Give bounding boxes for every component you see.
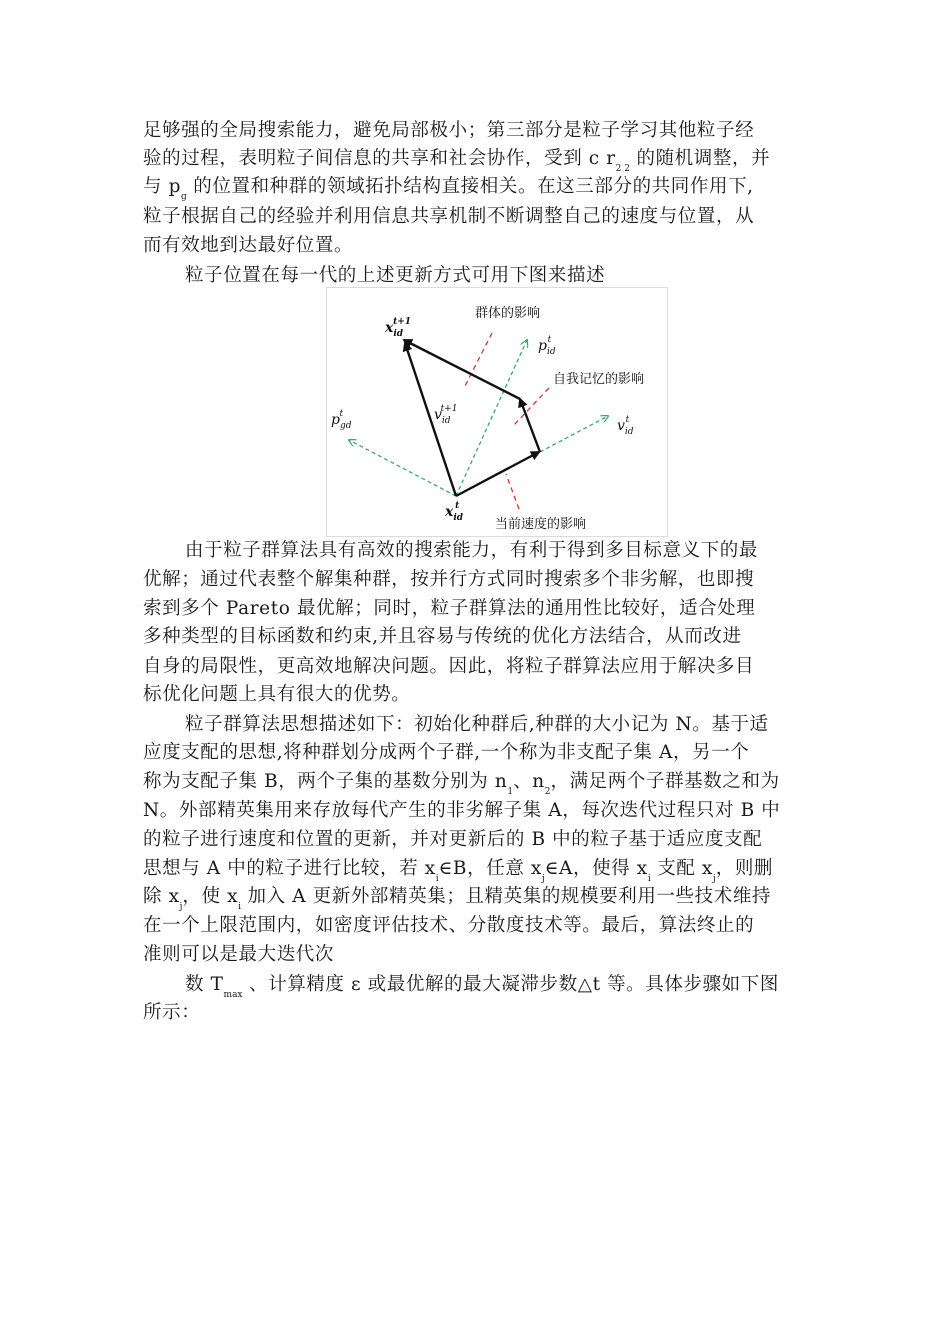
text-line: N。外部精英集用来存放每代产生的非劣解子集 A，每次迭代过程只对 B 中 bbox=[143, 800, 781, 821]
text-line: 在一个上限范围内，如密度评估技术、分散度技术等。最后，算法终止的 bbox=[143, 915, 755, 936]
text-line: 数 $T_{max}$ 、计算精度 ε 或最优解的最大凝滞步数△t 等。具体步骤如下图 bbox=[185, 974, 779, 1000]
pgd-label: $p_{gd}t$ bbox=[331, 409, 352, 431]
text-line: 准则可以是最大迭代次 bbox=[143, 944, 335, 965]
text-line: 除 $x_j$，使 $x_i$ 加入 A 更新外部精英集；且精英集的规模要利用一些技术维持 bbox=[143, 886, 772, 912]
text-line: 的粒子进行速度和位置的更新，并对更新后的 B 中的粒子基于适应度支配 bbox=[143, 829, 763, 850]
text-line: 标优化问题上具有很大的优势。 bbox=[143, 684, 411, 705]
text-line: 应度支配的思想,将种群划分成两个子群,一个称为非支配子集 A，另一个 bbox=[143, 742, 750, 763]
pid-label: $p_{id}t$ bbox=[538, 335, 556, 357]
text-line: 粒子群算法思想描述如下：初始化种群后,种群的大小记为 N。基于适 bbox=[185, 714, 769, 735]
vid-direction-line bbox=[540, 416, 608, 452]
pso-update-diagram bbox=[326, 287, 668, 537]
text-line: 由于粒子群算法具有高效的搜索能力，有利于得到多目标意义下的最 bbox=[185, 540, 759, 561]
text-line: 与 $p_g$ 的位置和种群的领域拓扑结构直接相关。在这三部分的共同作用下, bbox=[143, 176, 754, 202]
v-next-label: $v_{id}t+1$ bbox=[434, 404, 458, 426]
memory-influence-label: 自我记忆的影响 bbox=[553, 372, 645, 387]
text-line: 索到多个 Pareto 最优解；同时，粒子群算法的通用性比较好，适合处理 bbox=[143, 598, 756, 619]
text-line: 而有效地到达最好位置。 bbox=[143, 235, 354, 256]
text-line: 所示： bbox=[143, 1002, 201, 1023]
text-line: 足够强的全局搜索能力，避免局部极小；第三部分是粒子学习其他粒子经 bbox=[143, 120, 755, 141]
velocity-influence-label: 当前速度的影响 bbox=[495, 517, 587, 532]
velocity-influence-line bbox=[506, 474, 519, 509]
pid-direction-line bbox=[456, 340, 527, 496]
text-line: 优解；通过代表整个解集种群，按并行方式同时搜索多个非劣解，也即搜 bbox=[143, 569, 755, 590]
figure-intro: 粒子位置在每一代的上述更新方式可用下图来描述 bbox=[185, 265, 606, 286]
text-line: 称为支配子集 B，两个子集的基数分别为 $n_1$、$n_2$，满足两个子群基数之和为 bbox=[143, 771, 780, 797]
text-line: 思想与 A 中的粒子进行比较，若 $x_i\in B$，任意 $x_j\in A$，使得 $x_i$ 支配 $x_j$，则删 bbox=[143, 858, 774, 884]
text-line: 多种类型的目标函数和约束,并且容易与传统的优化方法结合，从而改进 bbox=[143, 626, 742, 647]
memory-vector bbox=[520, 399, 540, 452]
text-line: 粒子根据自己的经验并利用信息共享机制不断调整自己的速度与位置，从 bbox=[143, 206, 755, 227]
velocity-vector bbox=[456, 452, 539, 496]
text-line: 验的过程，表明粒子间信息的共享和社会协作，受到 c $r_{2 2}$ 的随机调整，并 bbox=[143, 148, 771, 174]
x-next-label: $x_{id}t+1$ bbox=[385, 317, 412, 339]
memory-influence-line bbox=[513, 388, 549, 426]
x-current-label: $x_{id}t$ bbox=[445, 501, 464, 523]
group-influence-label: 群体的影响 bbox=[475, 306, 541, 321]
vid-label: $v_{id}t$ bbox=[617, 415, 634, 437]
text-line: 自身的局限性，更高效地解决问题。因此，将粒子群算法应用于解决多目 bbox=[143, 656, 755, 677]
